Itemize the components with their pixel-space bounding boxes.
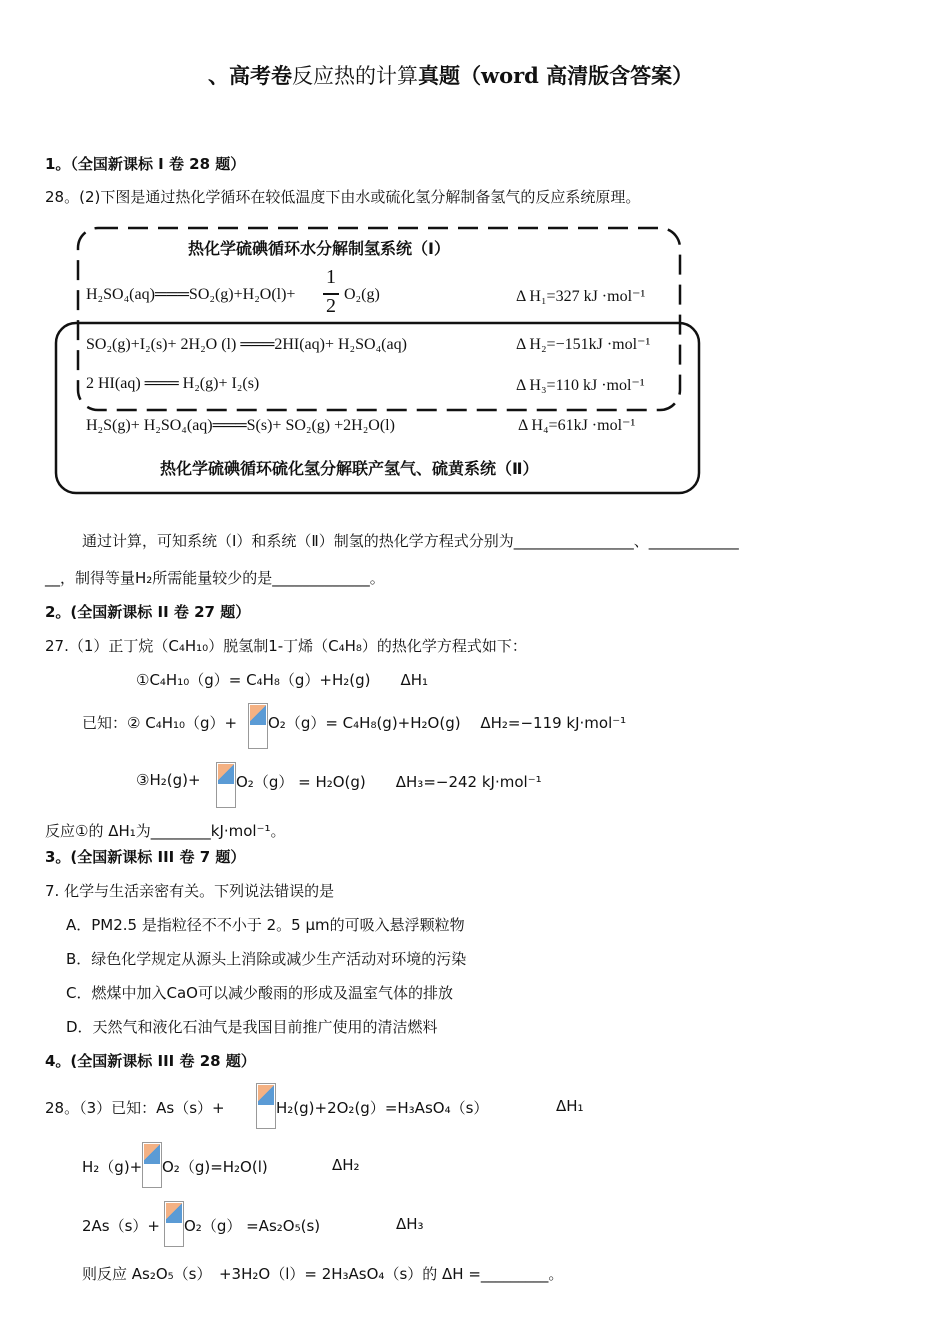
delta-h1: Δ H₁=327 kJ ·mol⁻¹ [516,288,646,305]
q4-equation-1-pre: 28。（3）已知：As（s）+ [45,1099,225,1117]
q1-question-line-1: 通过计算，可知系统（Ⅰ）和系统（Ⅱ）制氢的热化学方程式分别为________________、____________ [82,532,739,550]
delta-h2: Δ H₂=−151kJ ·mol⁻¹ [516,336,651,353]
q2-equation-3-post: O₂（g） = H₂O(g) ΔH₃=−242 kJ·mol⁻¹ [236,773,542,791]
title-prefix: 、高考卷 [208,63,292,88]
q4-delta-h2: ΔH₂ [332,1156,360,1174]
q2-equation-3-pre: ③H₂(g)+ [136,771,201,789]
equation-4: H₂S(g)+ H₂SO₄(aq)═══S(s)+ SO₂(g) +2H₂O(l) [86,417,395,434]
delta-h4: Δ H₄=61kJ ·mol⁻¹ [518,417,636,434]
fraction-image-placeholder [216,762,236,808]
q2-equation-1: ①C₄H₁₀（g）= C₄H₈（g）+H₂(g) ΔH₁ [136,671,429,689]
fraction-image-placeholder [248,703,268,749]
q4-header: 4。(全国新课标 III 卷 28 题） [45,1052,256,1070]
q3-option-b: B．绿色化学规定从源头上消除或减少生产活动对环境的污染 [66,950,467,968]
title-suffix: 真题（word 高清版含答案） [418,63,694,88]
q4-equation-2-pre: H₂（g)+ [82,1158,143,1176]
fraction-image-placeholder [164,1201,184,1247]
q3-option-d: D．天然气和液化石油气是我国目前推广使用的清洁燃料 [66,1018,438,1036]
q1-header: 1。（全国新课标 I 卷 28 题） [45,155,246,173]
page-title [208,60,693,90]
q4-delta-h3: ΔH₃ [396,1215,424,1233]
q2-intro: 27.（1）正丁烷（C₄H₁₀）脱氢制1-丁烯（C₄H₈）的热化学方程式如下： [45,637,527,655]
q3-header: 3。(全国新课标 III 卷 7 题） [45,848,246,866]
equation-1-rhs: O₂(g) [344,286,380,303]
title-mid: 反应热的计算 [292,64,418,88]
equation-1-lhs: H₂SO₄(aq)═══SO₂(g)+H₂O(l)+ [86,286,296,303]
delta-h3: Δ H₃=110 kJ ·mol⁻¹ [516,377,645,394]
fraction-denominator: 2 [326,295,336,317]
q3-stem: 7. 化学与生活亲密有关。下列说法错误的是 [45,882,335,900]
q3-option-a: A．PM2.5 是指粒径不不小于 2。5 μm的可吸入悬浮颗粒物 [66,916,465,934]
q2-ask: 反应①的 ΔH₁为________kJ·mol⁻¹。 [45,822,286,840]
q4-delta-h1: ΔH₁ [556,1097,584,1115]
fraction-image-placeholder [256,1083,276,1129]
q4-equation-3-pre: 2As（s）+ [82,1217,161,1235]
q2-equation-2-pre: 已知：② C₄H₁₀（g）+ [82,714,238,732]
q4-ask: 则反应 As₂O₅（s） +3H₂O（l）= 2H₃AsO₄（s）的 ΔH =_________。 [82,1265,564,1283]
equation-2: SO₂(g)+I₂(s)+ 2H₂O (l) ═══2HI(aq)+ H₂SO₄(aq) [86,336,407,353]
q4-equation-3-post: O₂（g） =As₂O₅(s) [184,1217,321,1235]
system-1-title: 热化学硫碘循环水分解制氢系统（Ⅰ） [188,239,450,258]
q2-equation-2-post: O₂（g）= C₄H₈(g)+H₂O(g) ΔH₂=−119 kJ·mol⁻¹ [268,714,627,732]
q1-intro: 28。(2)下图是通过热化学循环在较低温度下由水或硫化氢分解制备氢气的反应系统原理。 [45,188,641,206]
q4-equation-2-post: O₂（g)=H₂O(l) [162,1158,268,1176]
q4-equation-1-post: H₂(g)+2O₂(g）=H₃AsO₄（s） [276,1099,489,1117]
q3-option-c: C．燃煤中加入CaO可以减少酸雨的形成及温室气体的排放 [66,984,453,1002]
equation-3: 2 HI(aq) ═══ H₂(g)+ I₂(s) [86,375,260,392]
equation-1 [86,286,295,304]
q1-question-line-2: __，制得等量H₂所需能量较少的是_____________。 [45,569,385,587]
fraction-numerator: 1 [326,266,336,288]
fraction-image-placeholder [142,1142,162,1188]
q2-header: 2。(全国新课标 II 卷 27 题） [45,603,251,621]
system-2-title: 热化学硫碘循环硫化氢分解联产氢气、硫黄系统（Ⅱ） [160,459,539,478]
